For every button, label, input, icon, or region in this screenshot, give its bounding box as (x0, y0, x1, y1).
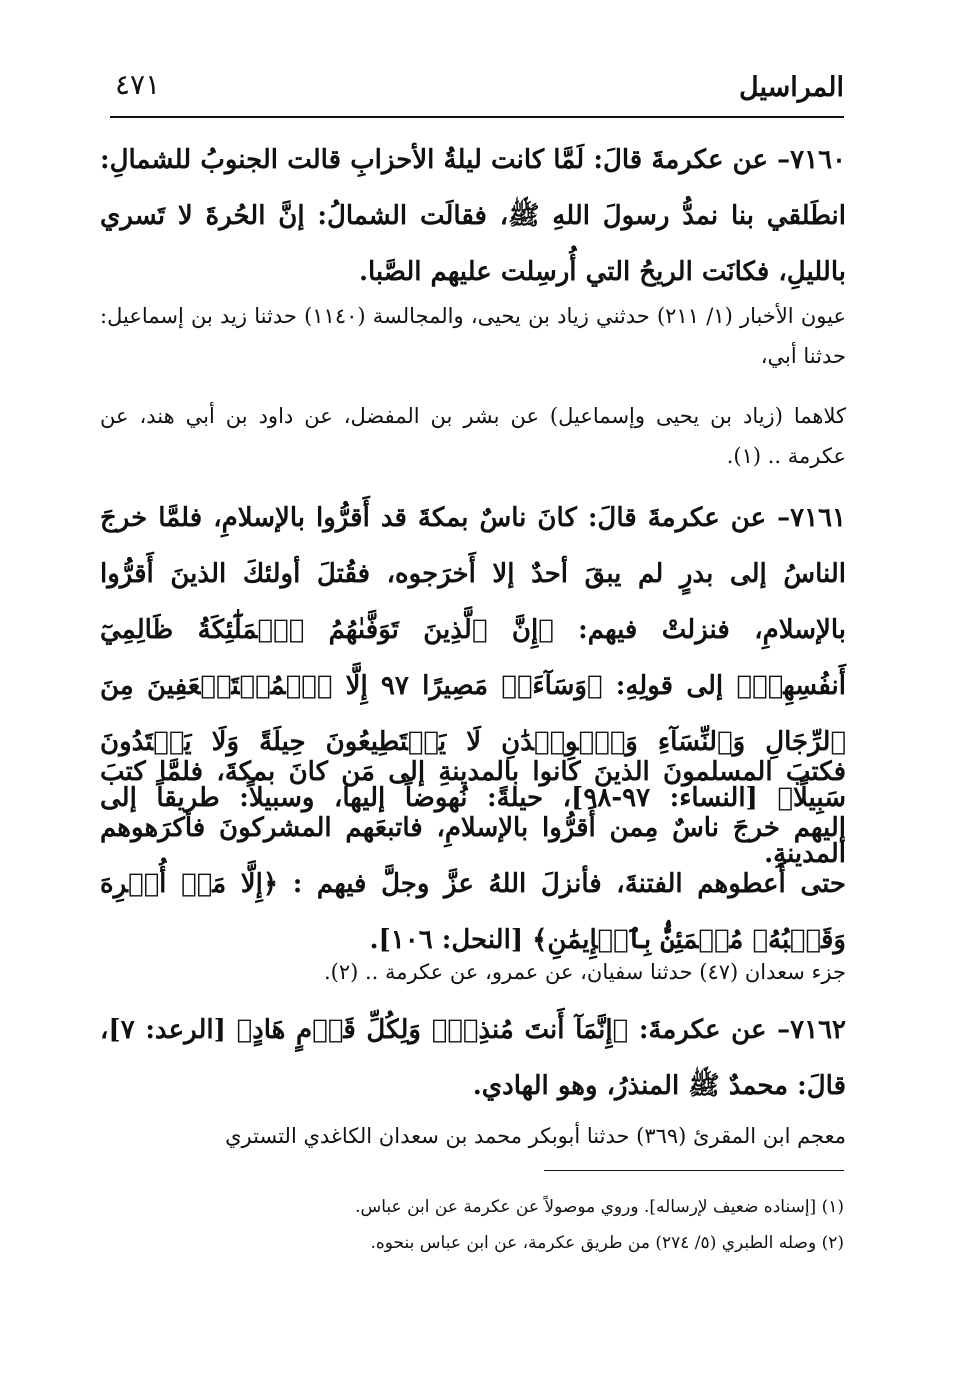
source-7162: معجم ابن المقرئ (٣٦٩) حدثنا أبوبكر محمد بن سعدان الكاغدي التستري (225, 1124, 846, 1148)
hadith-number: ٧١٦٠ (790, 145, 846, 175)
hadith-7161-continuation: فكتبَ المسلمونَ الذينَ كانوا بالمدينةِ إلى مَن كانَ بمكةَ، فلمَّا كتبَ إليهم خرجَ ناسٌ مِمن أَقرُّوا بالإسلامِ، فاتبعَهم المشركونَ فأكرَهوهم حتى أَعطوهم الفتنةَ، فأنزلَ اللهُ عزَّ وجلَّ فيهم : ﴿إِلَّا مَنۡ أُكۡرِهَ وَقَلۡبُهُۥ مُطۡمَئِنُّۢ بِٱلۡإِيمَٰنِ﴾ [النحل: ١٠٦]. (100, 757, 846, 955)
hadith-number: ٧١٦١ (790, 503, 846, 533)
source-7161: جزء سعدان (٤٧) حدثنا سفيان، عن عمرو، عن عكرمة .. (٢). (323, 960, 846, 984)
hadith-7160 (100, 132, 846, 300)
page-number: ٤٧١ (115, 68, 161, 101)
footnote-1: (١) [إسناده ضعيف لإرساله]. وروي موصولاً عن عكرمة عن ابن عباس. (355, 1197, 844, 1217)
hadith-text: – عن عكرمةَ قالَ: لَمَّا كانت ليلةُ الأحزابِ قالت الجنوبُ للشمالِ: انطَلقي بنا نمدُّ رسولَ اللهِ ﷺ، فقالَت الشمالُ: إنَّ الحُرةَ لا تَسري بالليلِ، فكانَت الريحُ التي أُرسِلت عليهم الصَّبا. (100, 145, 846, 287)
hadith-number: ٧١٦٢ (790, 1015, 846, 1045)
hadith-7162 (100, 1002, 846, 1114)
header-rule (110, 116, 844, 118)
hadith-text: – عن عكرمةَ: ﴿إِنَّمَآ أَنتَ مُنذِرٞۖ وَلِكُلِّ قَوۡمٍ هَادٍ﴾ [الرعد: ٧]، قالَ: محمدٌ ﷺ المنذرُ، وهو الهادي. (100, 1015, 846, 1101)
hadith-text: – عن عكرمةَ قالَ: كانَ ناسٌ بمكةَ قد أَقرُّوا بالإسلامِ، فلمَّا خرجَ الناسُ إلى بدرٍ لم يبقَ أحدٌ إلا أَخرَجوه، فقُتلَ أولئكَ الذينَ أَقرُّوا بالإسلامِ، فنزلتْ فيهم: ﴿إِنَّ ٱلَّذِينَ تَوَفَّىٰهُمُ ٱلۡمَلَٰٓئِكَةُ ظَالِمِيٓ أَنفُسِهِمۡ﴾ إلى قولِهِ: ﴿وَسَآءَتۡ مَصِيرًا ٩٧ إِلَّا ٱلۡمُسۡتَضۡعَفِينَ مِنَ ٱلرِّجَالِ وَٱلنِّسَآءِ وَٱلۡوِلۡدَٰنِ لَا يَسۡتَطِيعُونَ حِيلَةً وَلَا يَهۡتَدُونَ سَبِيلًا﴾ [النساء: ٩٧-٩٨]، حيلةً: نُهوضاً إليها، وسبيلاً: طريقاً إلى المدينةِ. (100, 503, 846, 869)
source-7160-b: كلاهما (زياد بن يحيى وإسماعيل) عن بشر بن المفضل، عن داود بن أبي هند، عن عكرمة .. (١). (100, 404, 846, 468)
footnote-rule (544, 1170, 844, 1171)
source-7160-a: عيون الأخبار (١/ ٢١١) حدثني زياد بن يحيى، والمجالسة (١١٤٠) حدثنا زيد بن إسماعيل: حدثنا أبي، (100, 304, 846, 368)
running-header-title: المراسيل (739, 72, 844, 103)
footnote-2: (٢) وصله الطبري (٥/ ٢٧٤) من طريق عكرمة، عن ابن عباس بنحوه. (370, 1233, 844, 1253)
